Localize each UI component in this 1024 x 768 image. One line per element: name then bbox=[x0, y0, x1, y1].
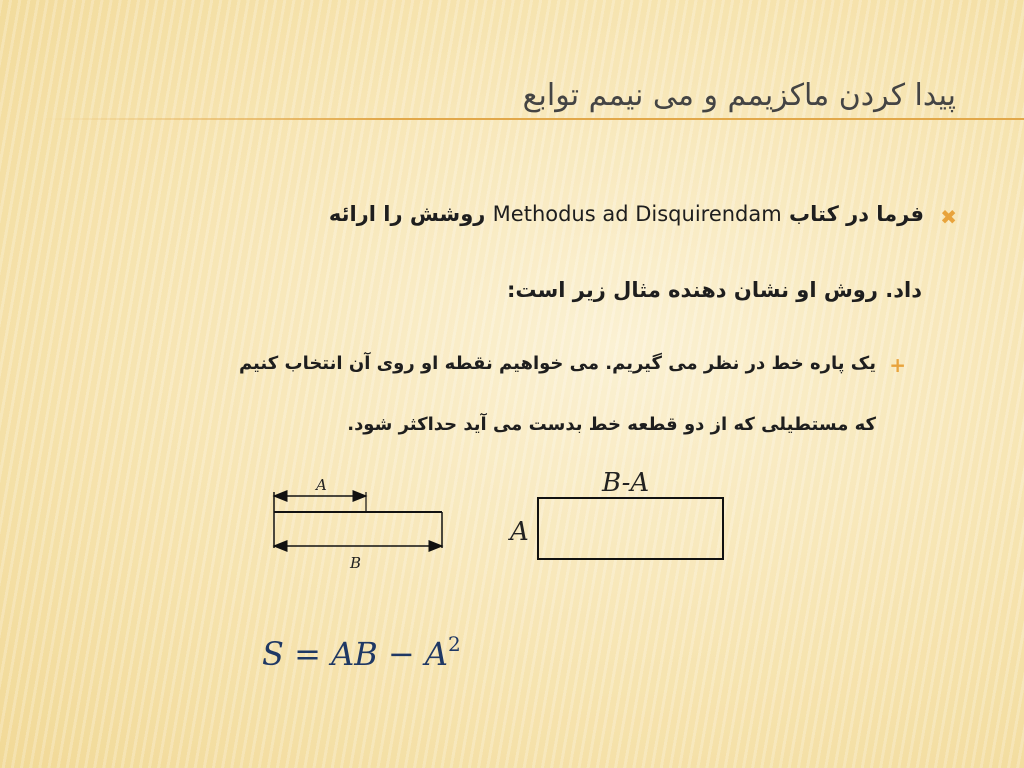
rectangle-figure bbox=[508, 468, 723, 559]
formula-exponent: 2 bbox=[447, 632, 461, 656]
rectangle-side-label: A bbox=[510, 517, 529, 547]
bullet2-line2: که مستطیلی که از دو قطعه خط بدست می آید حداکثر شود. bbox=[347, 414, 876, 435]
rectangle-top-label: B-A bbox=[602, 468, 650, 498]
x-mark-icon: ✖ bbox=[940, 205, 957, 229]
bullet2-line1: یک پاره خط در نظر می گیریم. می خواهیم نقطه او روی آن انتخاب کنیم bbox=[238, 353, 876, 374]
formula-main: S = AB − A bbox=[262, 635, 448, 673]
bullet1-line1-part2: روشش را ارائه bbox=[328, 202, 486, 226]
bullet1-line1-part1: فرما در کتاب bbox=[789, 202, 924, 226]
slide-title: پیدا کردن ماکزیمم و می نیمم توابع bbox=[522, 78, 956, 113]
segment-label-a: A bbox=[316, 476, 327, 494]
rectangle bbox=[538, 498, 723, 559]
area-formula bbox=[262, 632, 461, 673]
book-title-latin: Methodus ad Disquirendam bbox=[492, 202, 782, 226]
segment-figure bbox=[274, 476, 442, 572]
segment-label-b: B bbox=[350, 554, 362, 572]
plus-icon: + bbox=[889, 353, 906, 377]
bullet1-line2: داد. روش او نشان دهنده مثال زیر است: bbox=[507, 278, 922, 302]
